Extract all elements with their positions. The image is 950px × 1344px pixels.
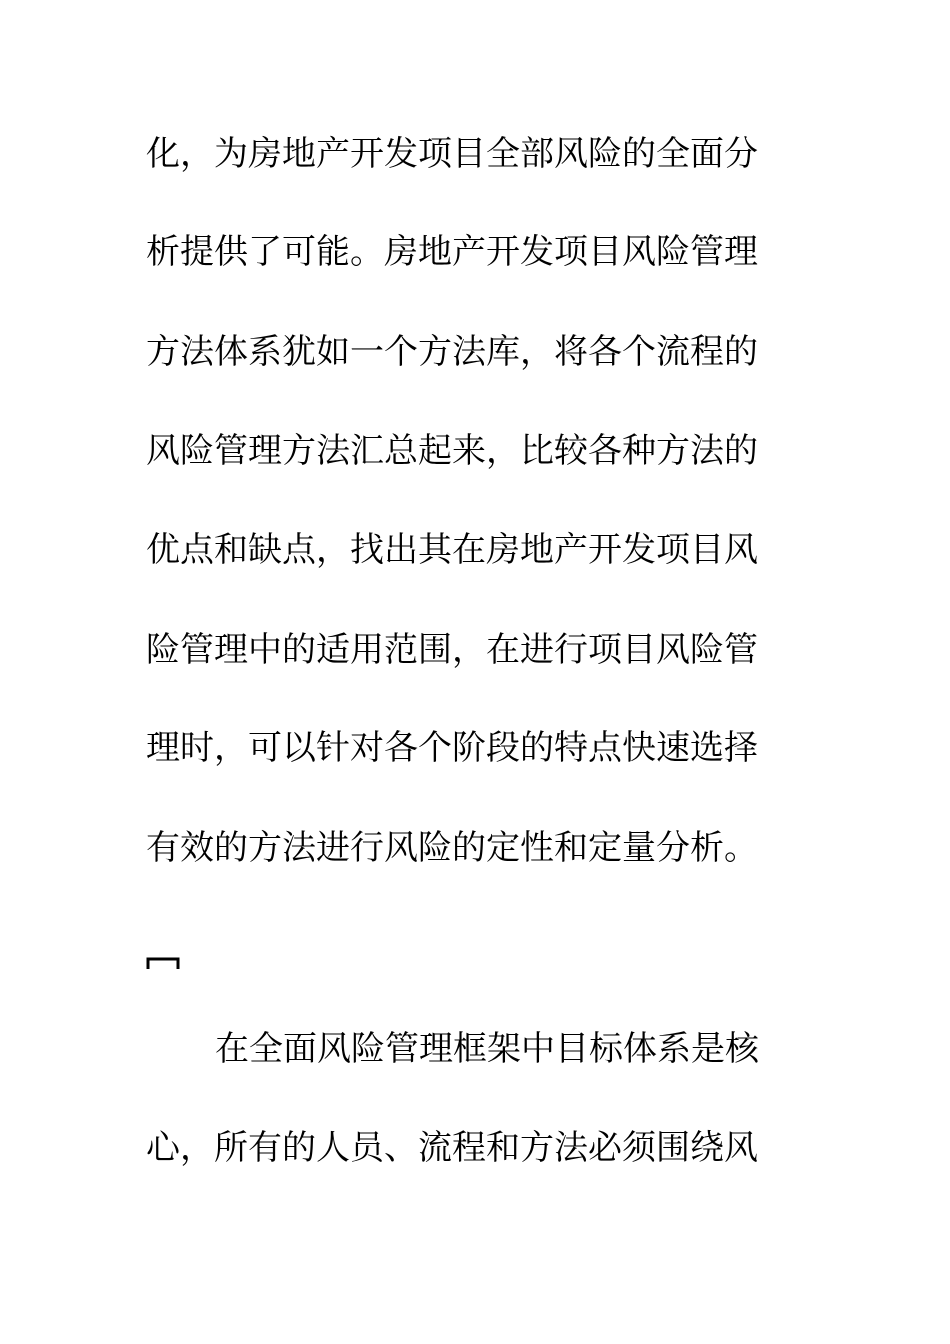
paragraph-1-line-1: 化，为房地产开发项目全部风险的全面分 [146,134,758,174]
paragraph-2-line-1: 在全面风险管理框架中目标体系是核 [215,1029,759,1069]
paragraph-1-line-3: 方法体系犹如一个方法库，将各个流程的 [146,332,758,372]
paragraph-1-line-6: 险管理中的适用范围，在进行项目风险管 [146,630,758,670]
paragraph-1-line-7: 理时，可以针对各个阶段的特点快速选择 [146,728,758,768]
paragraph-2-line-2: 心，所有的人员、流程和方法必须围绕风 [146,1128,758,1168]
paragraph-1-line-5: 优点和缺点，找出其在房地产开发项目风 [146,530,758,570]
paragraph-1-line-4: 风险管理方法汇总起来，比较各种方法的 [146,431,758,471]
paragraph-1-line-2: 析提供了可能。房地产开发项目风险管理 [146,232,758,272]
cropped-heading-fragment [146,955,180,969]
paragraph-1-line-8: 有效的方法进行风险的定性和定量分析。 [146,828,758,868]
